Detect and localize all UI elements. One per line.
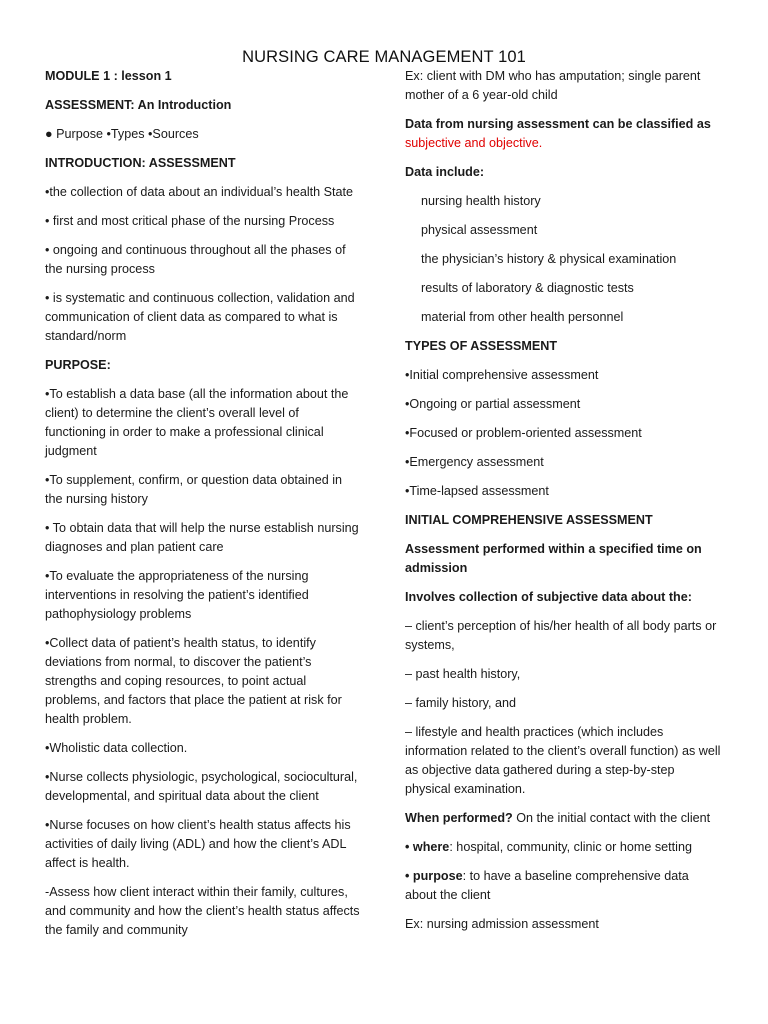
types-heading: TYPES OF ASSESSMENT — [405, 339, 558, 353]
intro-bullet: • ongoing and continuous throughout all the phases of the nursing process — [45, 243, 346, 276]
where-line — [405, 838, 723, 857]
intro-bullet: • is systematic and continuous collection, validation and communication of client data as compared to what is standard/norm — [45, 291, 355, 343]
when-text: On the initial contact with the client — [512, 811, 711, 825]
type-item: •Time-lapsed assessment — [405, 484, 549, 498]
involves-item: – lifestyle and health practices (which includes information related to the client’s overall function) as well as objective data gathered during a step-by-step physical examination. — [405, 725, 721, 796]
involves-heading: Involves collection of subjective data about the: — [405, 590, 692, 604]
type-item: •Focused or problem-oriented assessment — [405, 426, 642, 440]
document-title: NURSING CARE MANAGEMENT 101 — [242, 48, 526, 66]
when-label: When performed? — [405, 811, 513, 825]
data-include-item: physical assessment — [421, 223, 538, 237]
purpose-bullet: •Wholistic data collection. — [45, 741, 188, 755]
purpose-bullet: •Nurse focuses on how client’s health status affects his activities of daily living (ADL) and how the client’s ADL affect is health. — [45, 818, 351, 870]
purpose-bullet: • To obtain data that will help the nurse establish nursing diagnoses and plan patient care — [45, 521, 359, 554]
section-heading: ASSESSMENT: An Introduction — [45, 98, 232, 112]
right-column — [405, 67, 723, 944]
initial-assessment-subheading: Assessment performed within a specified time on admission — [405, 542, 702, 575]
purpose-heading: PURPOSE: — [45, 358, 111, 372]
purpose-bullet: •To supplement, confirm, or question data obtained in the nursing history — [45, 473, 343, 506]
purpose-text: : to have a baseline comprehensive data about the client — [405, 869, 689, 902]
topics-line: ● Purpose •Types •Sources — [45, 127, 199, 141]
when-performed-line — [405, 809, 723, 828]
introduction-heading: INTRODUCTION: ASSESSMENT — [45, 156, 236, 170]
purpose-line — [405, 867, 723, 905]
purpose-bullet: •Collect data of patient’s health status, to identify deviations from normal, to discover the patient’s strengths and coping resources, to point actual problems, and factors that place the patient at risk for health problem. — [45, 636, 342, 726]
left-column — [45, 67, 363, 950]
where-label: • where — [405, 840, 450, 854]
classification-highlight: subjective and objective. — [405, 136, 543, 150]
intro-bullet: • first and most critical phase of the nursing Process — [45, 214, 335, 228]
data-include-item: results of laboratory & diagnostic tests — [421, 281, 634, 295]
type-item: •Ongoing or partial assessment — [405, 397, 581, 411]
intro-bullet: •the collection of data about an individual’s health State — [45, 185, 354, 199]
involves-item: – past health history, — [405, 667, 521, 681]
purpose-bullet: •Nurse collects physiologic, psychological, sociocultural, developmental, and spiritual data about the client — [45, 770, 358, 803]
module-heading: MODULE 1 : lesson 1 — [45, 69, 172, 83]
initial-assessment-heading: INITIAL COMPREHENSIVE ASSESSMENT — [405, 513, 653, 527]
where-text: : hospital, community, clinic or home setting — [449, 840, 692, 854]
data-include-heading: Data include: — [405, 165, 485, 179]
purpose-bullet: •To establish a data base (all the information about the client) to determine the client’s overall level of functioning in order to make a professional clinical judgment — [45, 387, 349, 458]
data-include-item: nursing health history — [421, 194, 541, 208]
classification-paragraph — [405, 115, 723, 153]
data-include-item: the physician’s history & physical examination — [421, 252, 677, 266]
type-item: •Emergency assessment — [405, 455, 544, 469]
example-text: Ex: client with DM who has amputation; single parent mother of a 6 year-old child — [405, 69, 701, 102]
example-text: Ex: nursing admission assessment — [405, 917, 599, 931]
classification-text: Data from nursing assessment can be classified as — [405, 117, 711, 131]
type-item: •Initial comprehensive assessment — [405, 368, 599, 382]
data-include-item: material from other health personnel — [421, 310, 624, 324]
involves-item: – client’s perception of his/her health of all body parts or systems, — [405, 619, 717, 652]
purpose-bullet: -Assess how client interact within their family, cultures, and community and how the client’s health status affects the family and community — [45, 885, 360, 937]
purpose-label: • purpose — [405, 869, 463, 883]
purpose-bullet: •To evaluate the appropriateness of the nursing interventions in resolving the patient’s identified pathophysiology problems — [45, 569, 309, 621]
involves-item: – family history, and — [405, 696, 517, 710]
